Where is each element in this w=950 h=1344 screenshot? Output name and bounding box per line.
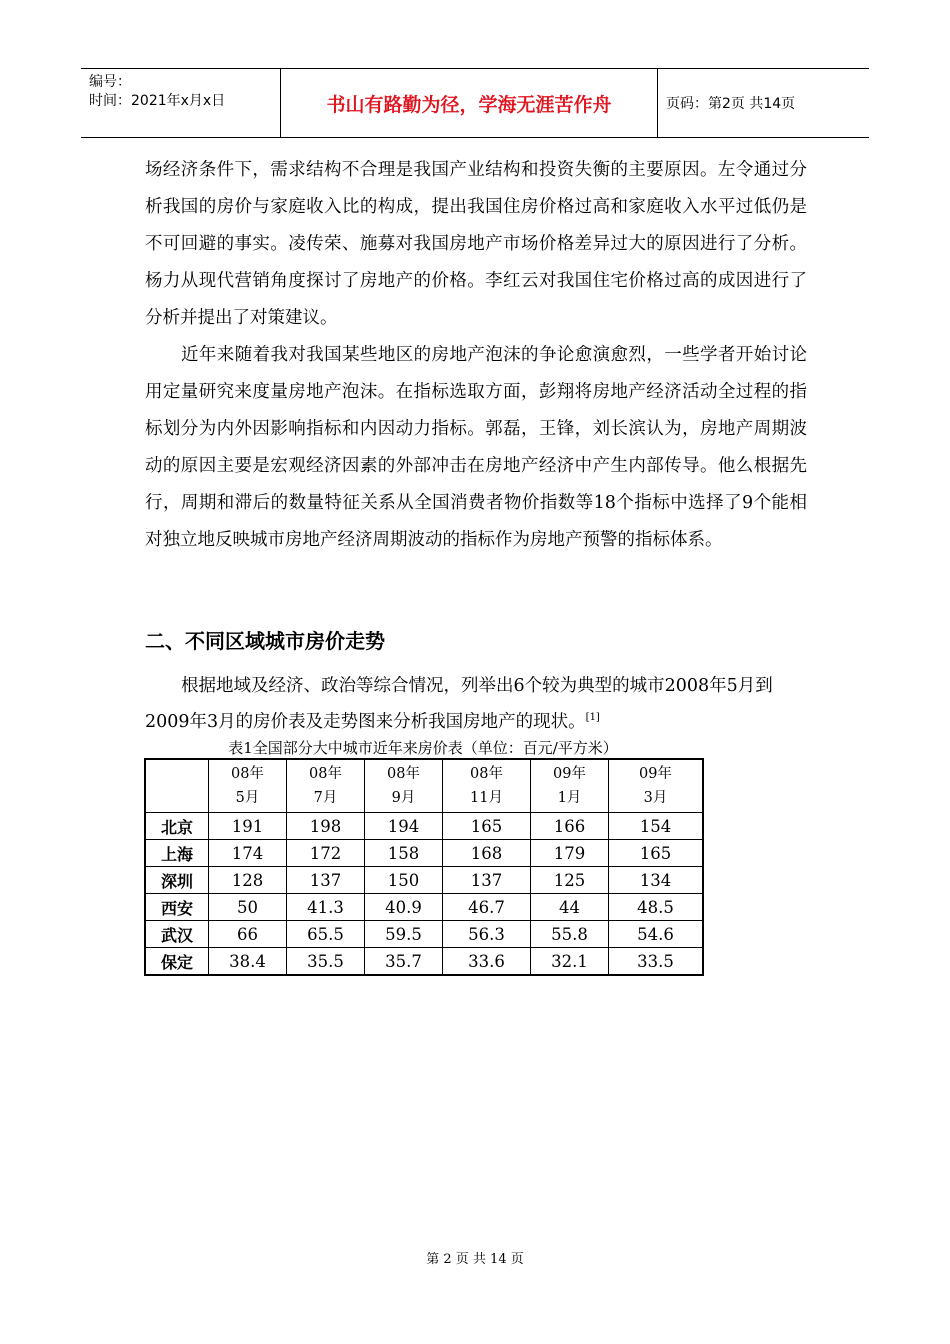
column-header: 09年 1月 (531, 759, 609, 813)
city-cell: 西安 (145, 894, 209, 921)
value-cell: 33.5 (609, 948, 704, 976)
table-row (145, 813, 703, 840)
number-label: 编号： (89, 74, 131, 90)
value-cell: 154 (609, 813, 704, 840)
city-cell: 深圳 (145, 867, 209, 894)
section-paragraph-text: 根据地域及经济、政治等综合情况，列举出6个较为典型的城市2008年5月到2009年3月的房价表及走势图来分析我国房地产的现状。 (145, 676, 773, 732)
column-header: 08年 5月 (209, 759, 287, 813)
value-cell: 128 (209, 867, 287, 894)
value-cell: 165 (443, 813, 531, 840)
table-row (145, 840, 703, 867)
city-cell: 武汉 (145, 921, 209, 948)
value-cell: 54.6 (609, 921, 704, 948)
value-cell: 56.3 (443, 921, 531, 948)
value-cell: 44 (531, 894, 609, 921)
city-cell: 保定 (145, 948, 209, 976)
value-cell: 48.5 (609, 894, 704, 921)
value-cell: 66 (209, 921, 287, 948)
column-header: 08年 11月 (443, 759, 531, 813)
value-cell: 191 (209, 813, 287, 840)
value-cell: 194 (365, 813, 443, 840)
body-text (145, 152, 807, 559)
value-cell: 168 (443, 840, 531, 867)
paragraph-1: 场经济条件下，需求结构不合理是我国产业结构和投资失衡的主要原因。左令通过分析我国的房价与家庭收入比的构成，提出我国住房价格过高和家庭收入水平过低仍是不可回避的事实。凌传荣、施募对我国房地产市场价格差异过大的原因进行了分析。杨力从现代营销角度探讨了房地产的价格。李红云对我国住宅价格过高的成因进行了分析并提出了对策建议。 (145, 160, 807, 328)
value-cell: 137 (443, 867, 531, 894)
value-cell: 38.4 (209, 948, 287, 976)
value-cell: 35.5 (287, 948, 365, 976)
city-cell: 北京 (145, 813, 209, 840)
header-meta (81, 69, 281, 137)
column-header: 09年 3月 (609, 759, 704, 813)
table-row (145, 921, 703, 948)
value-cell: 137 (287, 867, 365, 894)
value-cell: 65.5 (287, 921, 365, 948)
column-header: 08年 7月 (287, 759, 365, 813)
value-cell: 33.6 (443, 948, 531, 976)
value-cell: 40.9 (365, 894, 443, 921)
citation-marker: [1] (585, 712, 600, 723)
section-paragraph (145, 670, 807, 738)
table-row (145, 894, 703, 921)
value-cell: 41.3 (287, 894, 365, 921)
price-table (144, 758, 704, 976)
header-page-label: 页码：第2页 共14页 (666, 96, 796, 112)
value-cell: 59.5 (365, 921, 443, 948)
city-cell: 上海 (145, 840, 209, 867)
value-cell: 166 (531, 813, 609, 840)
section-title: 二、不同区域城市房价走势 (145, 629, 385, 653)
date-label: 时间：2021年x月x日 (89, 93, 226, 109)
value-cell: 32.1 (531, 948, 609, 976)
value-cell: 46.7 (443, 894, 531, 921)
value-cell: 179 (531, 840, 609, 867)
page-footer: 第 2 页 共 14 页 (426, 1252, 524, 1267)
page-header (81, 68, 869, 138)
value-cell: 158 (365, 840, 443, 867)
value-cell: 165 (609, 840, 704, 867)
table-header-row (145, 759, 703, 813)
header-motto: 书山有路勤为径，学海无涯苦作舟 (281, 69, 658, 137)
value-cell: 198 (287, 813, 365, 840)
value-cell: 134 (609, 867, 704, 894)
table-corner-cell (145, 759, 209, 813)
value-cell: 125 (531, 867, 609, 894)
value-cell: 150 (365, 867, 443, 894)
value-cell: 35.7 (365, 948, 443, 976)
column-header: 08年 9月 (365, 759, 443, 813)
value-cell: 50 (209, 894, 287, 921)
table-row (145, 867, 703, 894)
value-cell: 55.8 (531, 921, 609, 948)
value-cell: 172 (287, 840, 365, 867)
paragraph-2: 近年来随着我对我国某些地区的房地产泡沫的争论愈演愈烈，一些学者开始讨论用定量研究来度量房地产泡沫。在指标选取方面，彭翔将房地产经济活动全过程的指标划分为内外因影响指标和内因动力指标。郭磊，王锋，刘长滨认为，房地产周期波动的原因主要是宏观经济因素的外部冲击在房地产经济中产生内部传导。他么根据先行，周期和滞后的数量特征关系从全国消费者物价指数等18个指标中选择了9个能相对独立地反映城市房地产经济周期波动的指标作为房地产预警的指标体系。 (145, 345, 807, 550)
table-row (145, 948, 703, 976)
table-caption: 表1全国部分大中城市近年来房价表（单位：百元/平方米） (228, 739, 618, 757)
value-cell: 174 (209, 840, 287, 867)
